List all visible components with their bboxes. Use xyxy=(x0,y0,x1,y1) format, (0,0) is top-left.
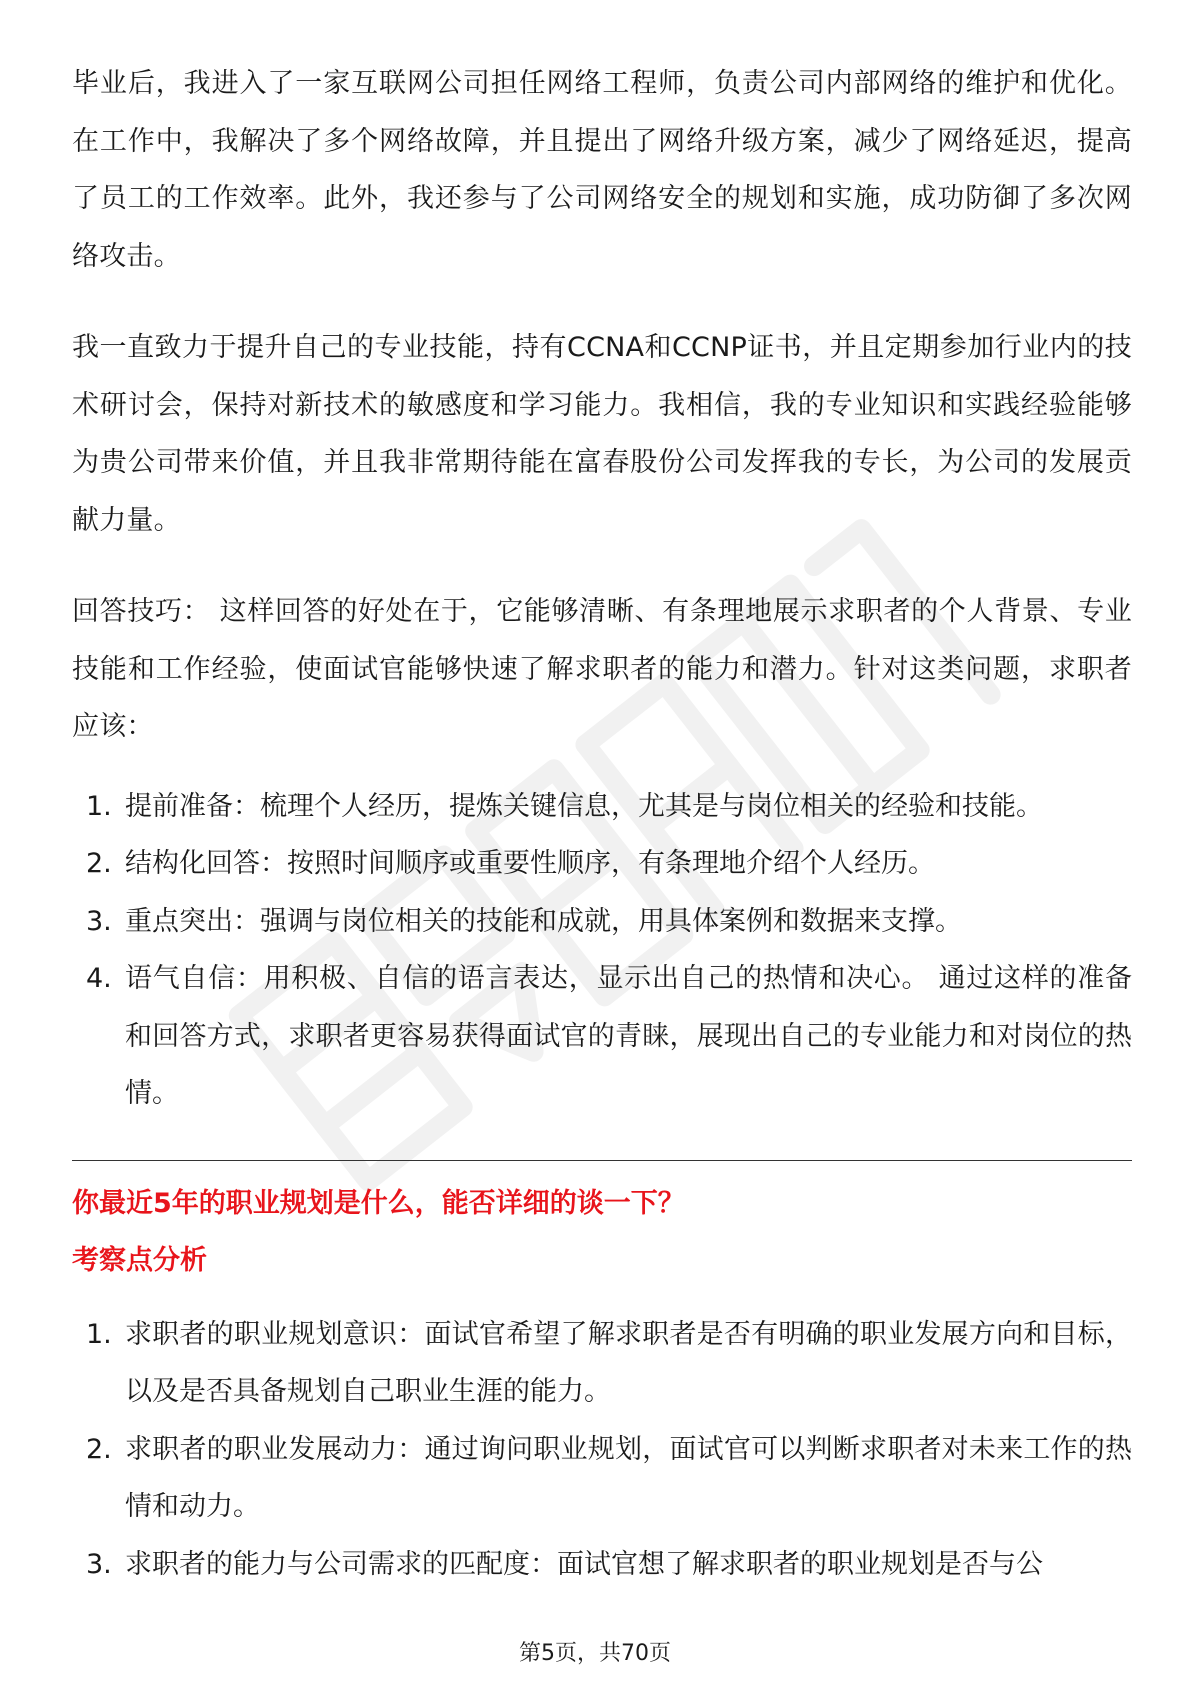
answer-tip: 回答技巧： 这样回答的好处在于，它能够清晰、有条理地展示求职者的个人背景、专业技能和工作经验，使面试官能够快速了解求职者的能力和潜力。针对这类问题，求职者应该： xyxy=(72,596,1132,742)
list-item xyxy=(72,893,1132,951)
list-item-text: 求职者的职业规划意识：面试官希望了解求职者是否有明确的职业发展方向和目标，以及是否具备规划自己职业生涯的能力。 xyxy=(125,1318,1132,1407)
tips-list xyxy=(72,778,1132,1123)
list-item xyxy=(72,950,1132,1123)
section-divider xyxy=(72,1160,1132,1161)
list-item xyxy=(72,778,1132,836)
list-item-text: 求职者的能力与公司需求的匹配度：面试官想了解求职者的职业规划是否与公 xyxy=(125,1548,1043,1580)
analysis-heading: 考察点分析 xyxy=(72,1244,207,1276)
list-item xyxy=(72,1421,1132,1536)
paragraph-professional-skills: 我一直致力于提升自己的专业技能，持有CCNA和CCNP证书，并且定期参加行业内的技术研讨会，保持对新技术的敏感度和学习能力。我相信，我的专业知识和实践经验能够为贵公司带来价值，并且我非常期待能在富春股份公司发挥我的专长，为公司的发展贡献力量。 xyxy=(72,332,1132,536)
list-number: 1. xyxy=(86,1318,112,1350)
list-number: 1. xyxy=(86,790,112,822)
list-item xyxy=(72,835,1132,893)
list-item-text: 提前准备：梳理个人经历，提炼关键信息，尤其是与岗位相关的经验和技能。 xyxy=(125,790,1043,822)
list-number: 3. xyxy=(86,1548,112,1580)
page-footer: 第5页，共70页 xyxy=(519,1641,671,1666)
paragraph-work-experience: 毕业后，我进入了一家互联网公司担任网络工程师，负责公司内部网络的维护和优化。在工作中，我解决了多个网络故障，并且提出了网络升级方案，减少了网络延迟，提高了员工的工作效率。此外，我还参与了公司网络安全的规划和实施，成功防御了多次网络攻击。 xyxy=(72,68,1132,272)
list-item xyxy=(72,1536,1132,1594)
list-item-text: 求职者的职业发展动力：通过询问职业规划，面试官可以判断求职者对未来工作的热情和动力。 xyxy=(125,1433,1132,1522)
list-item-text: 结构化回答：按照时间顺序或重要性顺序，有条理地介绍个人经历。 xyxy=(125,848,935,879)
list-number: 2. xyxy=(86,848,112,879)
list-item-text: 重点突出：强调与岗位相关的技能和成就，用具体案例和数据来支撑。 xyxy=(125,905,962,937)
analysis-list xyxy=(72,1306,1132,1594)
list-number: 4. xyxy=(86,963,112,994)
list-item xyxy=(72,1306,1132,1421)
list-item-text: 语气自信：用积极、自信的语言表达，显示出自己的热情和决心。 通过这样的准备和回答方式，求职者更容易获得面试官的青睐，展现出自己的专业能力和对岗位的热情。 xyxy=(125,963,1132,1109)
interview-question: 你最近5年的职业规划是什么，能否详细的谈一下？ xyxy=(72,1187,685,1219)
list-number: 3. xyxy=(86,905,112,937)
list-number: 2. xyxy=(86,1433,112,1465)
page-content xyxy=(72,55,1132,1593)
